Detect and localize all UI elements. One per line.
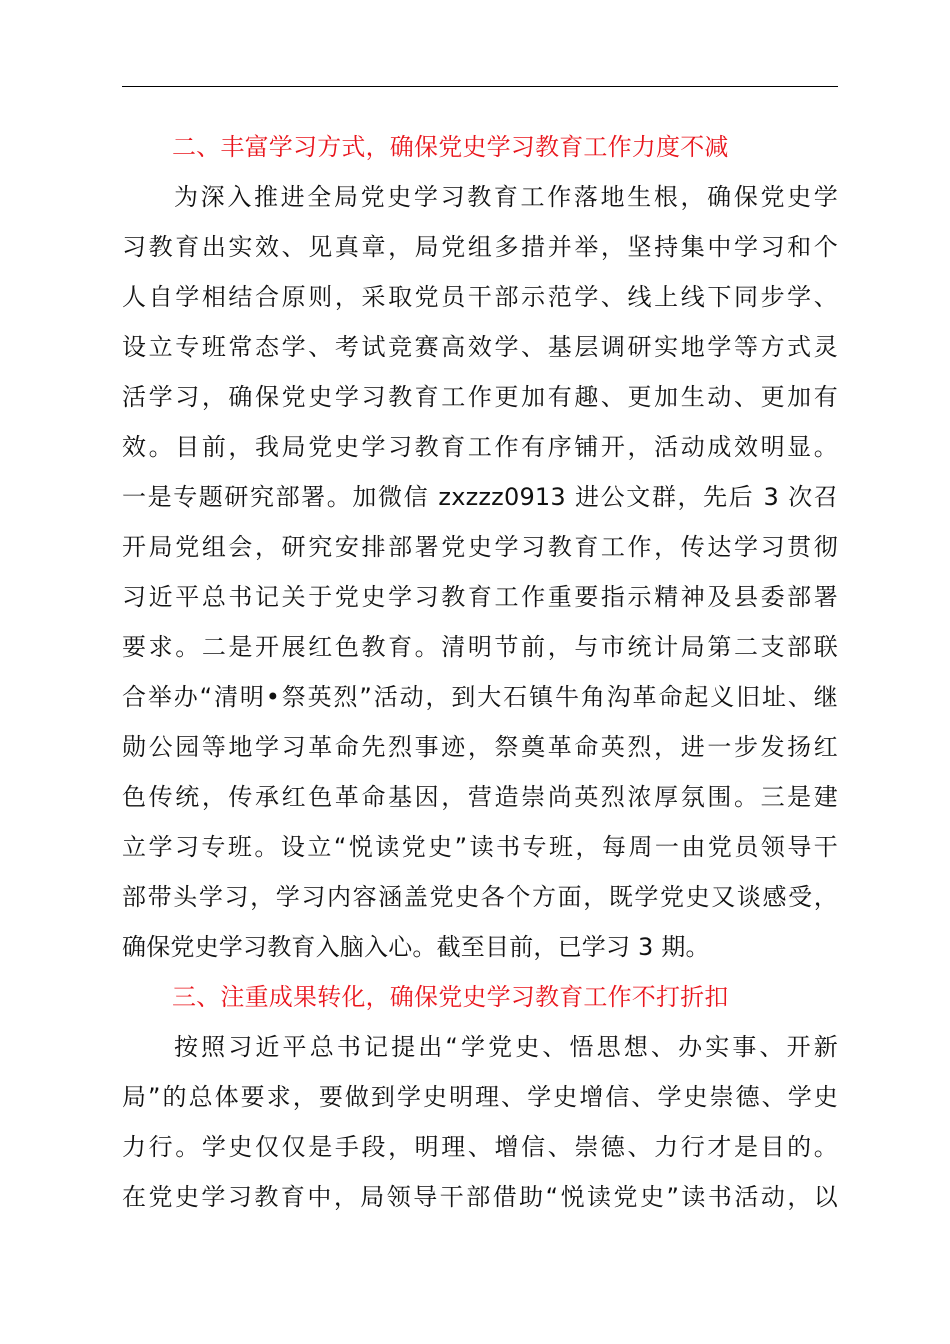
section-2-heading: 二、丰富学习方式，确保党史学习教育工作力度不减 xyxy=(172,133,729,161)
text-line: 设立专班常态学、考试竞赛高效学、基层调研实地学等方式灵 xyxy=(122,333,838,361)
text-line: 按照习近平总书记提出“学党史、悟思想、办实事、开新 xyxy=(174,1033,838,1061)
header-rule xyxy=(122,86,838,87)
section-3-heading: 三、注重成果转化，确保党史学习教育工作不打折扣 xyxy=(172,983,729,1011)
text-line: 开局党组会，研究安排部署党史学习教育工作，传达学习贯彻 xyxy=(122,533,838,561)
section-3-paragraph xyxy=(122,1022,838,1222)
text-line: 要求。二是开展红色教育。清明节前，与市统计局第二支部联 xyxy=(122,633,838,661)
text-line: 力行。学史仅仅是手段，明理、增信、崇德、力行才是目的。 xyxy=(122,1133,838,1161)
document-body xyxy=(122,122,838,1222)
text-line: 人自学相结合原则，采取党员干部示范学、线上线下同步学、 xyxy=(122,283,838,311)
text-line: 为深入推进全局党史学习教育工作落地生根，确保党史学 xyxy=(174,183,838,211)
text-line: 活学习，确保党史学习教育工作更加有趣、更加生动、更加有 xyxy=(122,383,838,411)
section-2-paragraph xyxy=(122,172,838,972)
text-line: 效。目前，我局党史学习教育工作有序铺开，活动成效明显。 xyxy=(122,433,838,461)
text-line: 局”的总体要求，要做到学史明理、学史增信、学史崇德、学史 xyxy=(122,1083,838,1111)
text-line: 习近平总书记关于党史学习教育工作重要指示精神及县委部署 xyxy=(122,583,838,611)
text-line: 色传统，传承红色革命基因，营造崇尚英烈浓厚氛围。三是建 xyxy=(122,783,838,811)
text-line: 立学习专班。设立“悦读党史”读书专班，每周一由党员领导干 xyxy=(122,833,838,861)
text-line: 习教育出实效、见真章，局党组多措并举，坚持集中学习和个 xyxy=(122,233,838,261)
text-line: 部带头学习，学习内容涵盖党史各个方面，既学党史又谈感受， xyxy=(122,883,838,911)
text-line: 勋公园等地学习革命先烈事迹，祭奠革命英烈，进一步发扬红 xyxy=(122,733,838,761)
text-line: 合举办“清明•祭英烈”活动，到大石镇牛角沟革命起义旧址、继 xyxy=(122,683,838,711)
text-line: 一是专题研究部署。加微信 zxzzz0913 进公文群，先后 3 次召 xyxy=(122,483,838,511)
text-line: 在党史学习教育中，局领导干部借助“悦读党史”读书活动，以 xyxy=(122,1183,838,1211)
text-line: 确保党史学习教育入脑入心。截至目前，已学习 3 期。 xyxy=(122,933,710,961)
